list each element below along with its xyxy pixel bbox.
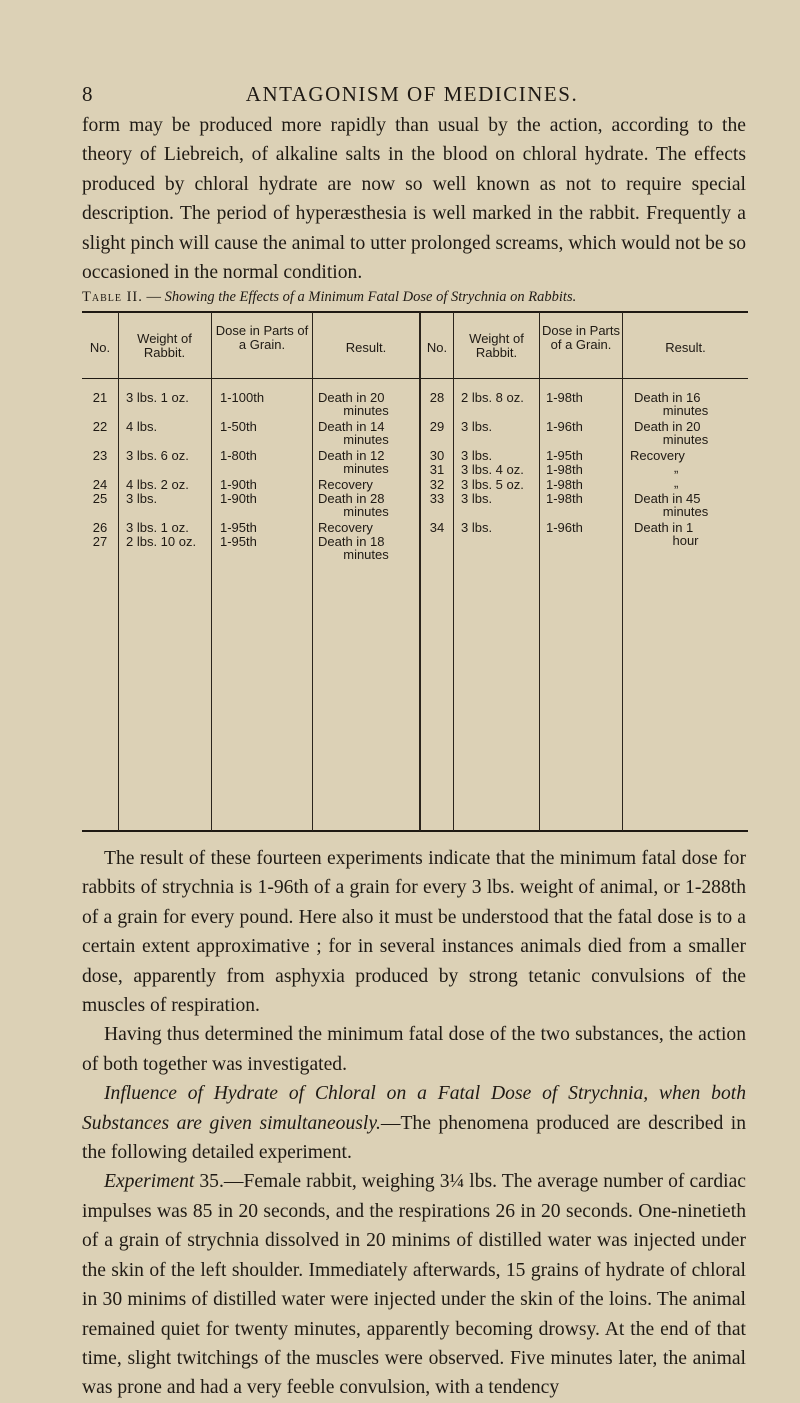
page-number: 8 — [82, 82, 94, 106]
cell-dose: 1-100th — [220, 390, 265, 405]
cell-weight: 3 lbs. — [126, 491, 158, 506]
cell-dose: 1-90th — [220, 491, 257, 506]
cell-result: Death in 16 — [634, 390, 701, 405]
cell-no: 25 — [92, 491, 108, 506]
cell-dose: 1-98th — [546, 390, 583, 405]
cell-result-cont: minutes — [662, 504, 709, 519]
cell-no: 32 — [429, 477, 445, 492]
cell-result-cont: minutes — [662, 432, 709, 447]
header-result: Result. — [345, 340, 387, 355]
cell-weight: 3 lbs. — [461, 520, 493, 535]
paragraph-1: form may be produced more rapidly than usual by the action, according to the theory of Liebreich, of alkaline salts in the blood on chloral hydrate. The effects produced by chloral hydrate are now so well known as not to require special description. The period of hyperæsthesia is well marked in the rabbit. Frequently a slight pinch will cause the animal to utter prolonged screams, which would not be so occasioned in the normal condition. — [82, 115, 746, 284]
cell-dose: 1-80th — [220, 448, 257, 463]
cell-result: Death in 14 — [318, 419, 385, 434]
cell-weight: 3 lbs. 4 oz. — [461, 462, 524, 477]
body-text — [82, 844, 746, 1403]
cell-no: 34 — [429, 520, 445, 535]
table-top-rule — [82, 311, 748, 313]
header-weight: Weight of Rabbit. — [137, 331, 192, 360]
cell-result-cont: minutes — [343, 504, 389, 519]
experiment-text: —Female rabbit, weighing 3¼ lbs. The average number of cardiac impulses was 85 in 20 seconds, and the respirations 26 in 20 seconds. One-ninetieth of a grain of strychnia dissolved in 20 minims of distilled water was injected under the skin of the left shoulder. Immediately afterwards, 15 grains of hydrate of chloral in 30 minims of distilled water were injected under the skin of the loins. The animal remained quiet for twenty minutes, apparently becoming drowsy. At the end of that time, slight twitchings of the muscles were observed. Five minutes later, the animal was prone and had a very feeble convulsion, with a tendency — [82, 1171, 746, 1399]
cell-result-cont: minutes — [343, 461, 389, 476]
paragraph-5 — [82, 1167, 746, 1402]
cell-result: Death in 45 — [634, 491, 701, 506]
cell-result-cont: minutes — [662, 403, 709, 418]
cell-weight: 3 lbs. — [461, 491, 493, 506]
cell-result: Recovery — [630, 448, 685, 463]
cell-dose: 1-95th — [220, 520, 257, 535]
cell-no: 30 — [429, 448, 445, 463]
experiment-label: Experiment — [104, 1171, 195, 1193]
cell-dose: 1-95th — [220, 534, 257, 549]
table-header-rule — [82, 378, 748, 379]
header-no: No. — [426, 340, 448, 355]
cell-result-ditto: „ — [674, 475, 679, 490]
cell-result-ditto: „ — [674, 460, 679, 475]
section-lead: —The phenomena produced are described in the following detailed experiment. — [82, 1112, 747, 1164]
cell-result: Death in 12 — [318, 448, 385, 463]
cell-weight: 3 lbs. 5 oz. — [461, 477, 524, 492]
table-divider — [453, 312, 454, 831]
cell-dose: 1-90th — [220, 477, 257, 492]
header-dose: Dose in Parts of a Grain. — [215, 323, 309, 352]
running-title: ANTAGONISM OF MEDICINES. — [245, 82, 579, 106]
cell-dose: 1-50th — [220, 419, 257, 434]
cell-no: 24 — [92, 477, 108, 492]
cell-result: Death in 1 — [634, 520, 694, 535]
table-divider — [539, 312, 540, 831]
cell-dose: 1-98th — [546, 462, 583, 477]
table-caption-dash: — — [142, 289, 165, 305]
cell-weight: 2 lbs. 8 oz. — [461, 390, 524, 405]
cell-result: Recovery — [318, 477, 373, 492]
cell-result: Death in 18 — [318, 534, 385, 549]
cell-result-cont: minutes — [343, 432, 389, 447]
table-caption — [82, 289, 752, 306]
cell-weight: 4 lbs. — [126, 419, 158, 434]
header-no: No. — [89, 340, 111, 355]
strychnia-table — [82, 311, 748, 833]
cell-no: 29 — [429, 419, 445, 434]
cell-result-cont: hour — [672, 533, 699, 548]
table-divider — [118, 312, 119, 831]
cell-dose: 1-96th — [546, 419, 583, 434]
cell-weight: 4 lbs. 2 oz. — [126, 477, 189, 492]
cell-no: 27 — [92, 534, 108, 549]
cell-no: 26 — [92, 520, 108, 535]
section-heading: Influence of Hydrate of Chloral on a Fatal Dose of Strychnia, when both Substances are given simultaneously. — [82, 1083, 746, 1134]
experiment-number: 35. — [194, 1171, 224, 1193]
cell-result: Death in 20 — [634, 419, 701, 434]
table-divider — [312, 312, 313, 831]
cell-dose: 1-95th — [546, 448, 583, 463]
cell-result: Recovery — [318, 520, 373, 535]
cell-weight: 3 lbs. — [461, 448, 493, 463]
cell-no: 21 — [92, 390, 108, 405]
paragraph-2: The result of these fourteen experiments indicate that the minimum fatal dose for rabbits of strychnia is 1-96th of a grain for every 3 lbs. weight of animal, or 1-288th of a grain for every pound. Here also it must be understood that the fatal dose is to a certain extent approximative ; for in several instances animals died from a smaller dose, apparently from asphyxia produced by strong tetanic convulsions of the muscles of respiration. — [82, 848, 746, 1017]
cell-dose: 1-98th — [546, 477, 583, 492]
header-result: Result. — [665, 340, 706, 355]
header-weight: Weight of Rabbit. — [469, 331, 524, 360]
cell-no: 22 — [92, 419, 108, 434]
cell-weight: 2 lbs. 10 oz. — [126, 534, 197, 549]
table-caption-label: Table II. — [82, 289, 143, 305]
cell-result: Death in 28 — [318, 491, 385, 506]
cell-dose: 1-96th — [546, 520, 583, 535]
cell-weight: 3 lbs. 1 oz. — [126, 390, 189, 405]
header-dose: Dose in Parts of a Grain. — [541, 323, 621, 352]
cell-no: 28 — [429, 390, 445, 405]
table-divider — [211, 312, 212, 831]
table-divider — [622, 312, 623, 831]
cell-result-cont: minutes — [343, 547, 389, 562]
cell-result: Death in 20 — [318, 390, 385, 405]
cell-weight: 3 lbs. 6 oz. — [126, 448, 189, 463]
paragraph-3: Having thus determined the minimum fatal dose of the two substances, the action of both together was investigated. — [82, 1024, 746, 1075]
cell-weight: 3 lbs. 1 oz. — [126, 520, 189, 535]
cell-weight: 3 lbs. — [461, 419, 493, 434]
cell-no: 23 — [92, 448, 108, 463]
table-caption-text: Showing the Effects of a Minimum Fatal Dose of Strychnia on Rabbits. — [164, 289, 577, 305]
cell-no: 33 — [429, 491, 445, 506]
cell-no: 31 — [429, 462, 445, 477]
cell-dose: 1-98th — [546, 491, 583, 506]
table-bottom-rule — [82, 830, 748, 832]
cell-result-cont: minutes — [343, 403, 389, 418]
paragraph-4 — [82, 1079, 746, 1167]
